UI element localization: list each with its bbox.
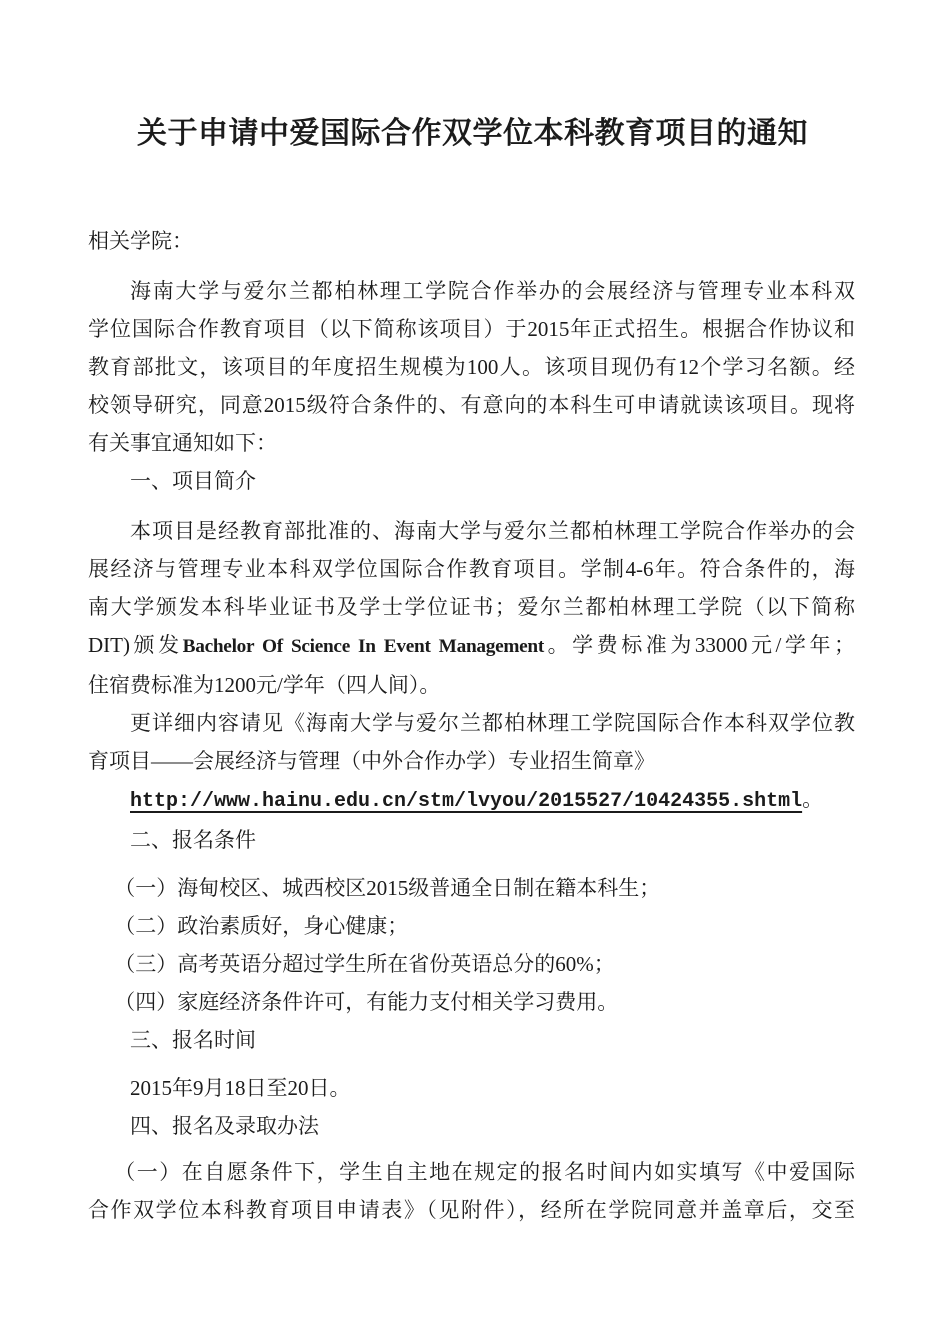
- project-line-5: 住宿费标准为1200元/学年（四人间）。: [88, 673, 441, 697]
- detail-line-2: 育项目——会展经济与管理（中外合作办学）专业招生简章》: [88, 749, 655, 773]
- requirement-item-2: （二）政治素质好，身心健康；: [114, 914, 409, 938]
- date-line: 2015年9月18日至20日。: [130, 1076, 351, 1100]
- requirement-item-1: （一）海甸校区、城西校区2015级普通全日制在籍本科生；: [114, 876, 661, 900]
- section-4-heading: 四、报名及录取办法: [130, 1114, 319, 1138]
- degree-line-prefix: DIT)颁发: [88, 633, 183, 657]
- intro-line-4: 校领导研究，同意2015级符合条件的、有意向的本科生可申请就读该项目。现将: [88, 393, 855, 417]
- project-line-4-degree: [88, 626, 855, 666]
- degree-line-suffix: 。学费标准为33000元/学年；: [544, 633, 856, 657]
- salutation: 相关学院：: [88, 229, 193, 253]
- intro-line-1: 海南大学与爱尔兰都柏林理工学院合作举办的会展经济与管理专业本科双: [130, 279, 855, 303]
- intro-line-5: 有关事宜通知如下：: [88, 431, 277, 455]
- requirements-list: [88, 869, 855, 1021]
- procedure-line-2: 合作双学位本科教育项目申请表》（见附件），经所在学院同意并盖章后，交至: [88, 1198, 855, 1222]
- degree-name-bold: Bachelor Of Science In Event Management: [182, 636, 545, 657]
- url-suffix: 。: [802, 787, 824, 811]
- procedure-paragraph: [88, 1153, 855, 1229]
- project-line-2: 展经济与管理专业本科双学位国际合作教育项目。学制4-6年。符合条件的，海: [88, 557, 855, 581]
- intro-line-2: 学位国际合作教育项目（以下简称该项目）于2015年正式招生。根据合作协议和: [88, 317, 855, 341]
- requirement-item-3: （三）高考英语分超过学生所在省份英语总分的60%；: [114, 952, 615, 976]
- detail-paragraph: [88, 704, 855, 780]
- procedure-line-1: （一）在自愿条件下，学生自主地在规定的报名时间内如实填写《中爱国际: [114, 1160, 855, 1184]
- project-paragraph: [88, 512, 855, 704]
- notice-body: [88, 222, 855, 1229]
- requirement-item-4: （四）家庭经济条件许可，有能力支付相关学习费用。: [114, 990, 619, 1014]
- section-2-heading: 二、报名条件: [130, 828, 256, 852]
- section-3-heading: 三、报名时间: [130, 1028, 256, 1052]
- notice-title: 关于申请中爱国际合作双学位本科教育项目的通知: [137, 117, 808, 150]
- project-line-3: 南大学颁发本科毕业证书及学士学位证书；爱尔兰都柏林理工学院（以下简称: [88, 595, 855, 619]
- intro-line-3: 教育部批文，该项目的年度招生规模为100人。该项目现仍有12个学习名额。经: [88, 355, 855, 379]
- section-1-heading: 一、项目简介: [130, 469, 256, 493]
- project-line-1: 本项目是经教育部批准的、海南大学与爱尔兰都柏林理工学院合作举办的会: [130, 519, 855, 543]
- detail-line-1: 更详细内容请见《海南大学与爱尔兰都柏林理工学院国际合作本科双学位教: [130, 711, 855, 735]
- notice-url-link: http://www.hainu.edu.cn/stm/lvyou/2015527/10424355.shtml: [130, 790, 803, 813]
- intro-paragraph: [88, 272, 855, 462]
- url-line: [88, 780, 855, 821]
